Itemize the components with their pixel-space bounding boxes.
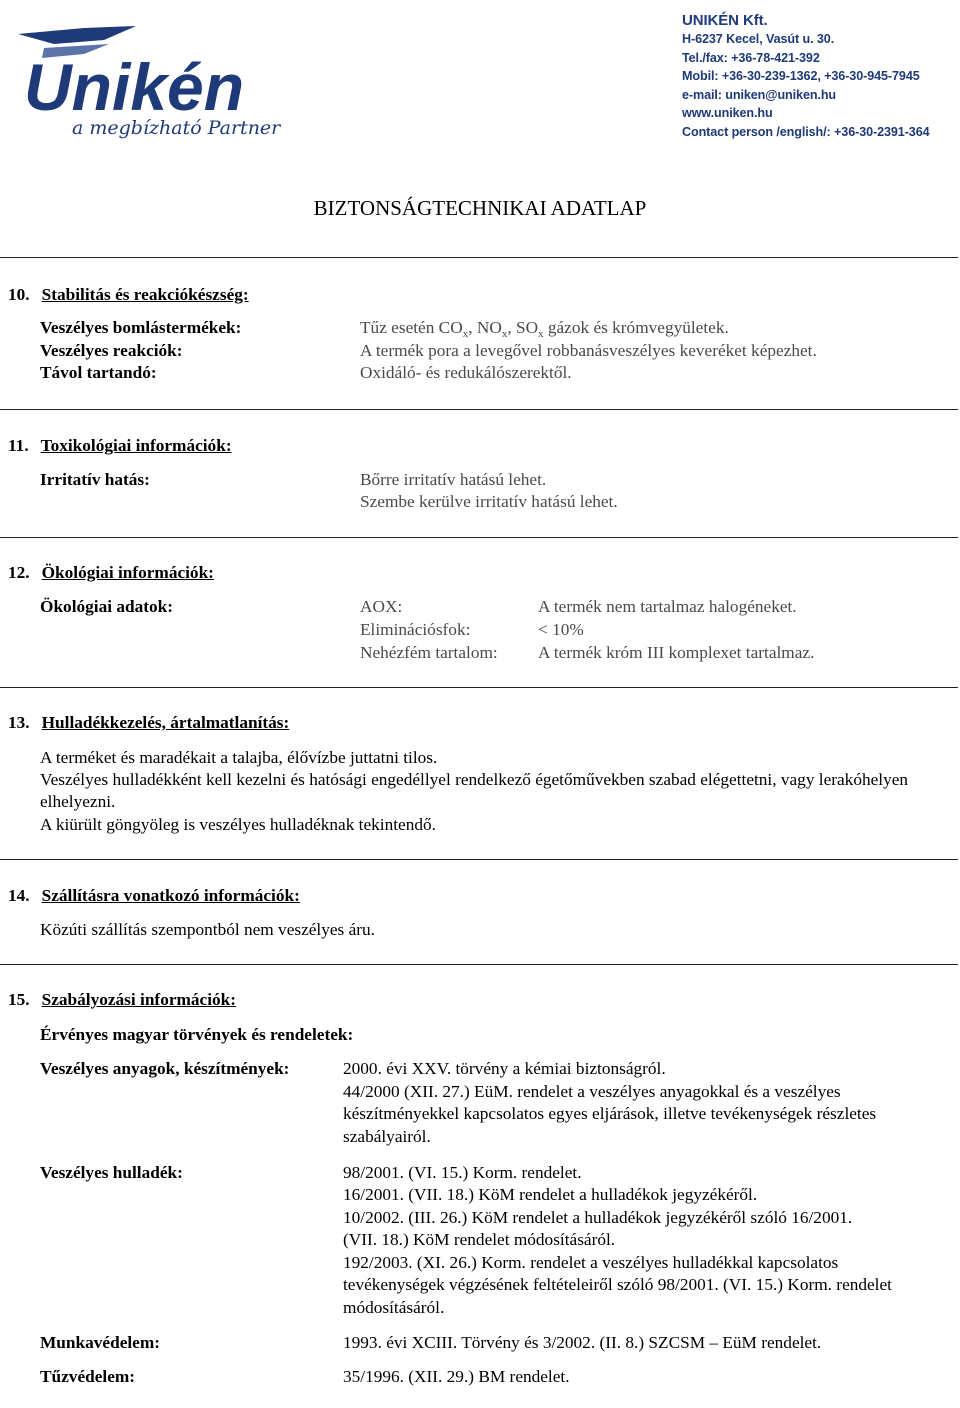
eco-key-aox: AOX: [360,597,403,616]
label-keep-away: Távol tartandó: [40,363,157,382]
eco-value-heavy-metal: A termék króm III komplexet tartalmaz. [538,643,815,662]
label-hazardous-substances: Veszélyes anyagok, készítmények: [40,1059,290,1078]
company-logo [14,22,344,142]
company-website[interactable]: www.uniken.hu [682,106,773,121]
logo-tagline: a megbízható Partner [72,117,281,139]
company-mobile: Mobil: +36-30-239-1362, +36-30-945-7945 [682,69,920,84]
value-keep-away: Oxidáló- és redukálószerektől. [360,363,572,382]
section-14-heading [8,886,300,906]
section-number: 14. [8,886,30,905]
value-hazardous-reactions: A termék pora a levegővel robbanásveszélyes keveréket képezhet. [360,341,817,360]
contact-block [682,12,930,142]
value-skin-irritation: Bőrre irritatív hatású lehet. [360,470,547,489]
value-hazardous-decomposition: Tűz esetén $CO_x$, $NO_x$, $SO_x$ gázok és krómvegyületek. [360,318,729,340]
divider [0,964,958,965]
label-hazardous-reactions: Veszélyes reakciók: [40,341,183,360]
company-name: UNIKÉN Kft. [682,12,768,29]
company-telfax: Tel./fax: +36-78-421-392 [682,50,820,65]
label-irritant-effect: Irritatív hatás: [40,470,150,489]
section-11-heading [8,436,232,456]
logo-wordmark: Unikén [24,50,245,124]
waste-paragraph-1: A terméket és maradékait a talajba, élővízbe juttatni tilos. [40,748,438,767]
label-ecological-data: Ökológiai adatok: [40,597,173,616]
section-10-heading [8,285,249,305]
eco-key-heavy-metal: Nehézfém tartalom: [360,643,498,662]
label-fire-protection: Tűzvédelem: [40,1367,136,1386]
section-number: 13. [8,713,30,732]
value-waste-decree-1: 98/2001. (VI. 15.) Korm. rendelet. [343,1163,582,1182]
company-email[interactable]: e-mail: uniken@uniken.hu [682,87,837,102]
value-fire-protection: 35/1996. (XII. 29.) BM rendelet. [343,1367,570,1386]
divider [0,687,958,688]
section-12-heading [8,563,214,583]
divider [0,409,958,410]
section-13-heading [8,713,289,733]
waste-paragraph-3: A kiürült göngyöleg is veszélyes hulladéknak tekintendő. [40,815,436,834]
value-hazardous-substances-law: 2000. évi XXV. törvény a kémiai biztonságról. [343,1059,666,1078]
document-title: BIZTONSÁGTECHNIKAI ADATLAP [313,196,647,220]
divider [0,859,958,860]
value-waste-decree-3: 10/2002. (III. 26.) KöM rendelet a hulladékok jegyzékéről szóló 16/2001. (VII. 18.) KöM rendelet módosításáról. [343,1208,853,1250]
section-number: 15. [8,990,30,1009]
company-contact-english: Contact person /english/: +36-30-2391-364 [682,124,930,139]
section-number: 10. [8,285,30,304]
regulations-subheading: Érvényes magyar törvények és rendeletek: [40,1025,354,1044]
value-waste-decree-4: 192/2003. (XI. 26.) Korm. rendelet a veszélyes hulladékkal kapcsolatos tevékenységek végzésének feltételeiről szóló 98/2001. (VI. 15.) Korm. rendelet módosításáról. [343,1253,892,1317]
divider [0,257,958,258]
logo-swoosh-shape [18,26,136,44]
section-15-heading [8,990,236,1010]
value-hazardous-substances-decree: 44/2000 (XII. 27.) EüM. rendelet a veszélyes anyagokkal és a veszélyes készítményekkel kapcsolatos egyes eljárások, illetve tevékenységek részletes szabályairól. [343,1082,877,1146]
section-title: Hulladékkezelés, ártalmatlanítás: [41,713,290,732]
section-title: Stabilitás és reakciókészség: [41,285,249,304]
section-number: 11. [8,436,29,455]
section-title: Ökológiai információk: [41,563,214,582]
waste-paragraph-2: Veszélyes hulladékként kell kezelni és hatósági engedéllyel rendelkező égetőművekben szabad elégettetni, vagy lerakóhelyen elhelyezni. [40,770,909,812]
section-title: Szabályozási információk: [41,990,237,1009]
label-hazardous-decomposition: Veszélyes bomlástermékek: [40,318,242,337]
eco-key-elimination: Eliminációsfok: [360,620,471,639]
section-title: Toxikológiai információk: [40,436,232,455]
divider [0,537,958,538]
value-waste-decree-2: 16/2001. (VII. 18.) KöM rendelet a hulladékok jegyzékéről. [343,1185,758,1204]
value-eye-irritation: Szembe kerülve irritatív hatású lehet. [360,492,618,511]
eco-value-aox: A termék nem tartalmaz halogéneket. [538,597,797,616]
eco-value-elimination: < 10% [538,620,584,639]
section-title: Szállításra vonatkozó információk: [41,886,300,905]
company-address: H-6237 Kecel, Vasút u. 30. [682,32,835,46]
section-number: 12. [8,563,30,582]
label-hazardous-waste: Veszélyes hulladék: [40,1163,183,1182]
value-occupational-safety: 1993. évi XCIII. Törvény és 3/2002. (II. 8.) SZCSM – EüM rendelet. [343,1333,822,1352]
transport-paragraph: Közúti szállítás szempontból nem veszélyes áru. [40,920,375,939]
label-occupational-safety: Munkavédelem: [40,1333,160,1352]
